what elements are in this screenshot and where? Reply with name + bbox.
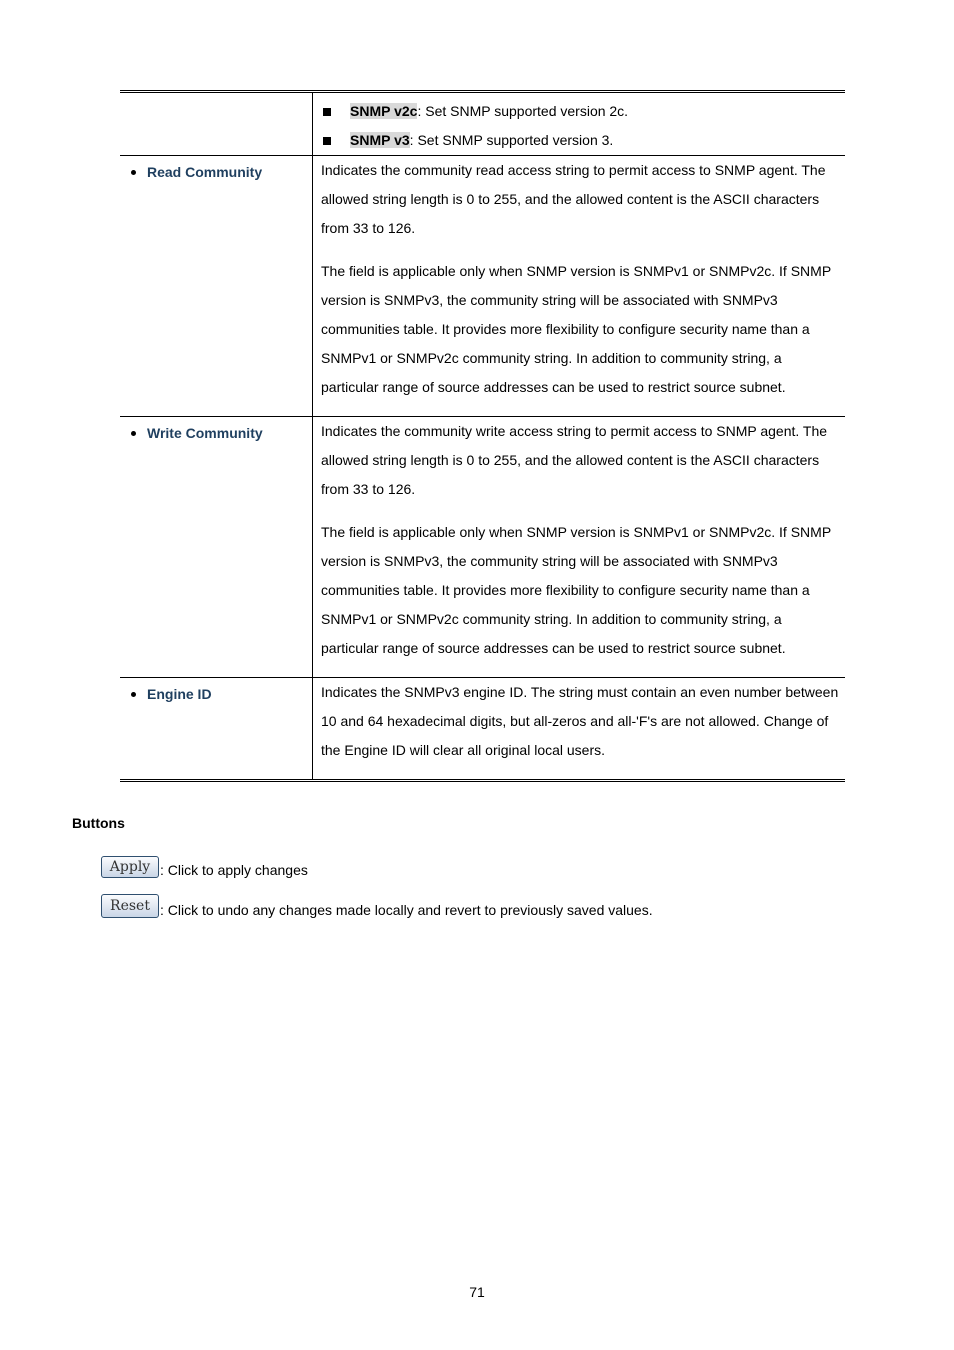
version-item bbox=[321, 126, 839, 155]
reset-description: : Click to undo any changes made locally and revert to previously saved values. bbox=[160, 902, 653, 918]
param-cell-empty bbox=[120, 93, 313, 155]
desc-cell bbox=[313, 156, 845, 416]
param-name: Write Community bbox=[147, 425, 263, 441]
table-row-write-community bbox=[120, 416, 845, 677]
table-row-version bbox=[120, 93, 845, 155]
bullet-icon bbox=[131, 431, 136, 436]
version-term: SNMP v2c bbox=[350, 103, 418, 119]
table-row-engine-id bbox=[120, 677, 845, 779]
description-paragraph: Indicates the SNMPv3 engine ID. The string must contain an even number between 10 and 64 hexadecimal digits, but all-zeros and all-'F's are not allowed. Change of the Engine ID will clear all original local users. bbox=[321, 684, 839, 758]
bullet-icon bbox=[131, 170, 136, 175]
reset-button[interactable]: Reset bbox=[101, 894, 159, 918]
apply-button[interactable]: Apply bbox=[101, 856, 159, 878]
param-cell bbox=[120, 417, 313, 677]
reset-line bbox=[101, 894, 653, 918]
desc-cell bbox=[313, 417, 845, 677]
apply-description: : Click to apply changes bbox=[160, 862, 308, 878]
section-heading: Buttons bbox=[72, 815, 125, 831]
parameter-table bbox=[120, 90, 845, 782]
version-desc: : Set SNMP supported version 3. bbox=[409, 132, 614, 148]
version-item bbox=[321, 97, 839, 126]
apply-line bbox=[101, 856, 308, 878]
description-paragraph: The field is applicable only when SNMP version is SNMPv1 or SNMPv2c. If SNMP version is SNMPv3, the community string will be associated with SNMPv3 communities table. It provides more flexibility to configure security name than a SNMPv1 or SNMPv2c community string. In addition to community string, a particular range of source addresses can be used to restrict source subnet. bbox=[321, 524, 831, 656]
version-term: SNMP v3 bbox=[350, 132, 410, 148]
param-cell bbox=[120, 678, 313, 779]
param-cell bbox=[120, 156, 313, 416]
desc-cell bbox=[313, 678, 845, 779]
table-row-read-community bbox=[120, 155, 845, 416]
page-number: 71 bbox=[469, 1284, 485, 1300]
description-paragraph: The field is applicable only when SNMP version is SNMPv1 or SNMPv2c. If SNMP version is SNMPv3, the community string will be associated with SNMPv3 communities table. It provides more flexibility to configure security name than a SNMPv1 or SNMPv2c community string. In addition to community string, a particular range of source addresses can be used to restrict source subnet. bbox=[321, 263, 831, 395]
description-paragraph: Indicates the community write access string to permit access to SNMP agent. The allowed string length is 0 to 255, and the allowed content is the ASCII characters from 33 to 126. bbox=[321, 423, 828, 497]
square-bullet-icon bbox=[323, 137, 331, 145]
desc-cell bbox=[313, 93, 845, 155]
version-desc: : Set SNMP supported version 2c. bbox=[417, 103, 629, 119]
param-name: Engine ID bbox=[147, 686, 212, 702]
param-name: Read Community bbox=[147, 164, 263, 180]
description-paragraph: Indicates the community read access string to permit access to SNMP agent. The allowed string length is 0 to 255, and the allowed content is the ASCII characters from 33 to 126. bbox=[321, 162, 826, 236]
bullet-icon bbox=[131, 692, 136, 697]
square-bullet-icon bbox=[323, 108, 331, 116]
